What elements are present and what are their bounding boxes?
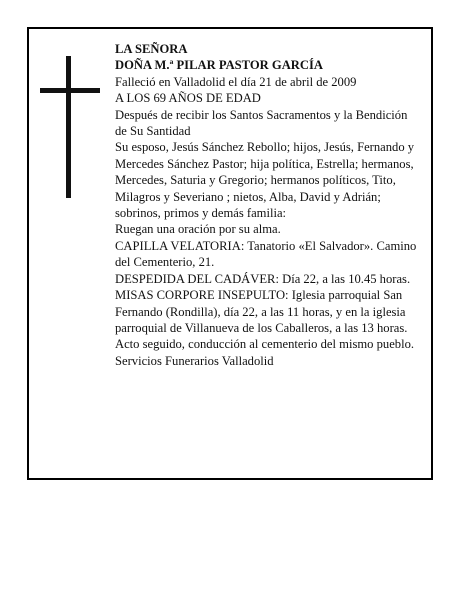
prayer-line: Ruegan una oración por su alma. [115,222,281,237]
chapel-line: CAPILLA VELATORIA: Tanatorio «El Salvador». Camino del Cementerio, 21. [115,238,417,270]
notice-text [115,41,417,369]
cross-icon [40,56,100,198]
age-line: A LOS 69 AÑOS DE EDAD [115,91,261,106]
deceased-name: DOÑA M.ª PILAR PASTOR GARCÍA [115,58,323,73]
cross-horizontal-bar [40,88,100,93]
funeral-services-line: Servicios Funerarios Valladolid [115,353,274,368]
farewell-line: DESPEDIDA DEL CADÁVER: Día 22, a las 10.45 horas. [115,271,411,286]
cross-vertical-bar [66,56,71,198]
death-date: Falleció en Valladolid el día 21 de abril de 2009 [115,74,357,89]
sacraments-line: Después de recibir los Santos Sacramentos y la Bendición de Su Santidad [115,107,408,139]
notice-salutation: LA SEÑORA [115,42,188,56]
obituary-notice [27,27,433,480]
family-line: Su esposo, Jesús Sánchez Rebollo; hijos, Jesús, Fernando y Mercedes Sánchez Pastor; hija política, Estrella; hermanos, Mercedes, Saturia y Gregorio; hermanos políticos, Tito, Milagros y Severiano ; nietos, Alba, David y Adrián; sobrinos, primos y demás familia: [115,140,415,221]
masses-line: MISAS CORPORE INSEPULTO: Iglesia parroquial San Fernando (Rondilla), día 22, a las 11 horas, y en la iglesia parroquial de Villanueva de los Caballeros, a las 13 horas. Acto seguido, conducción al cementerio del mismo pueblo. [115,288,415,352]
